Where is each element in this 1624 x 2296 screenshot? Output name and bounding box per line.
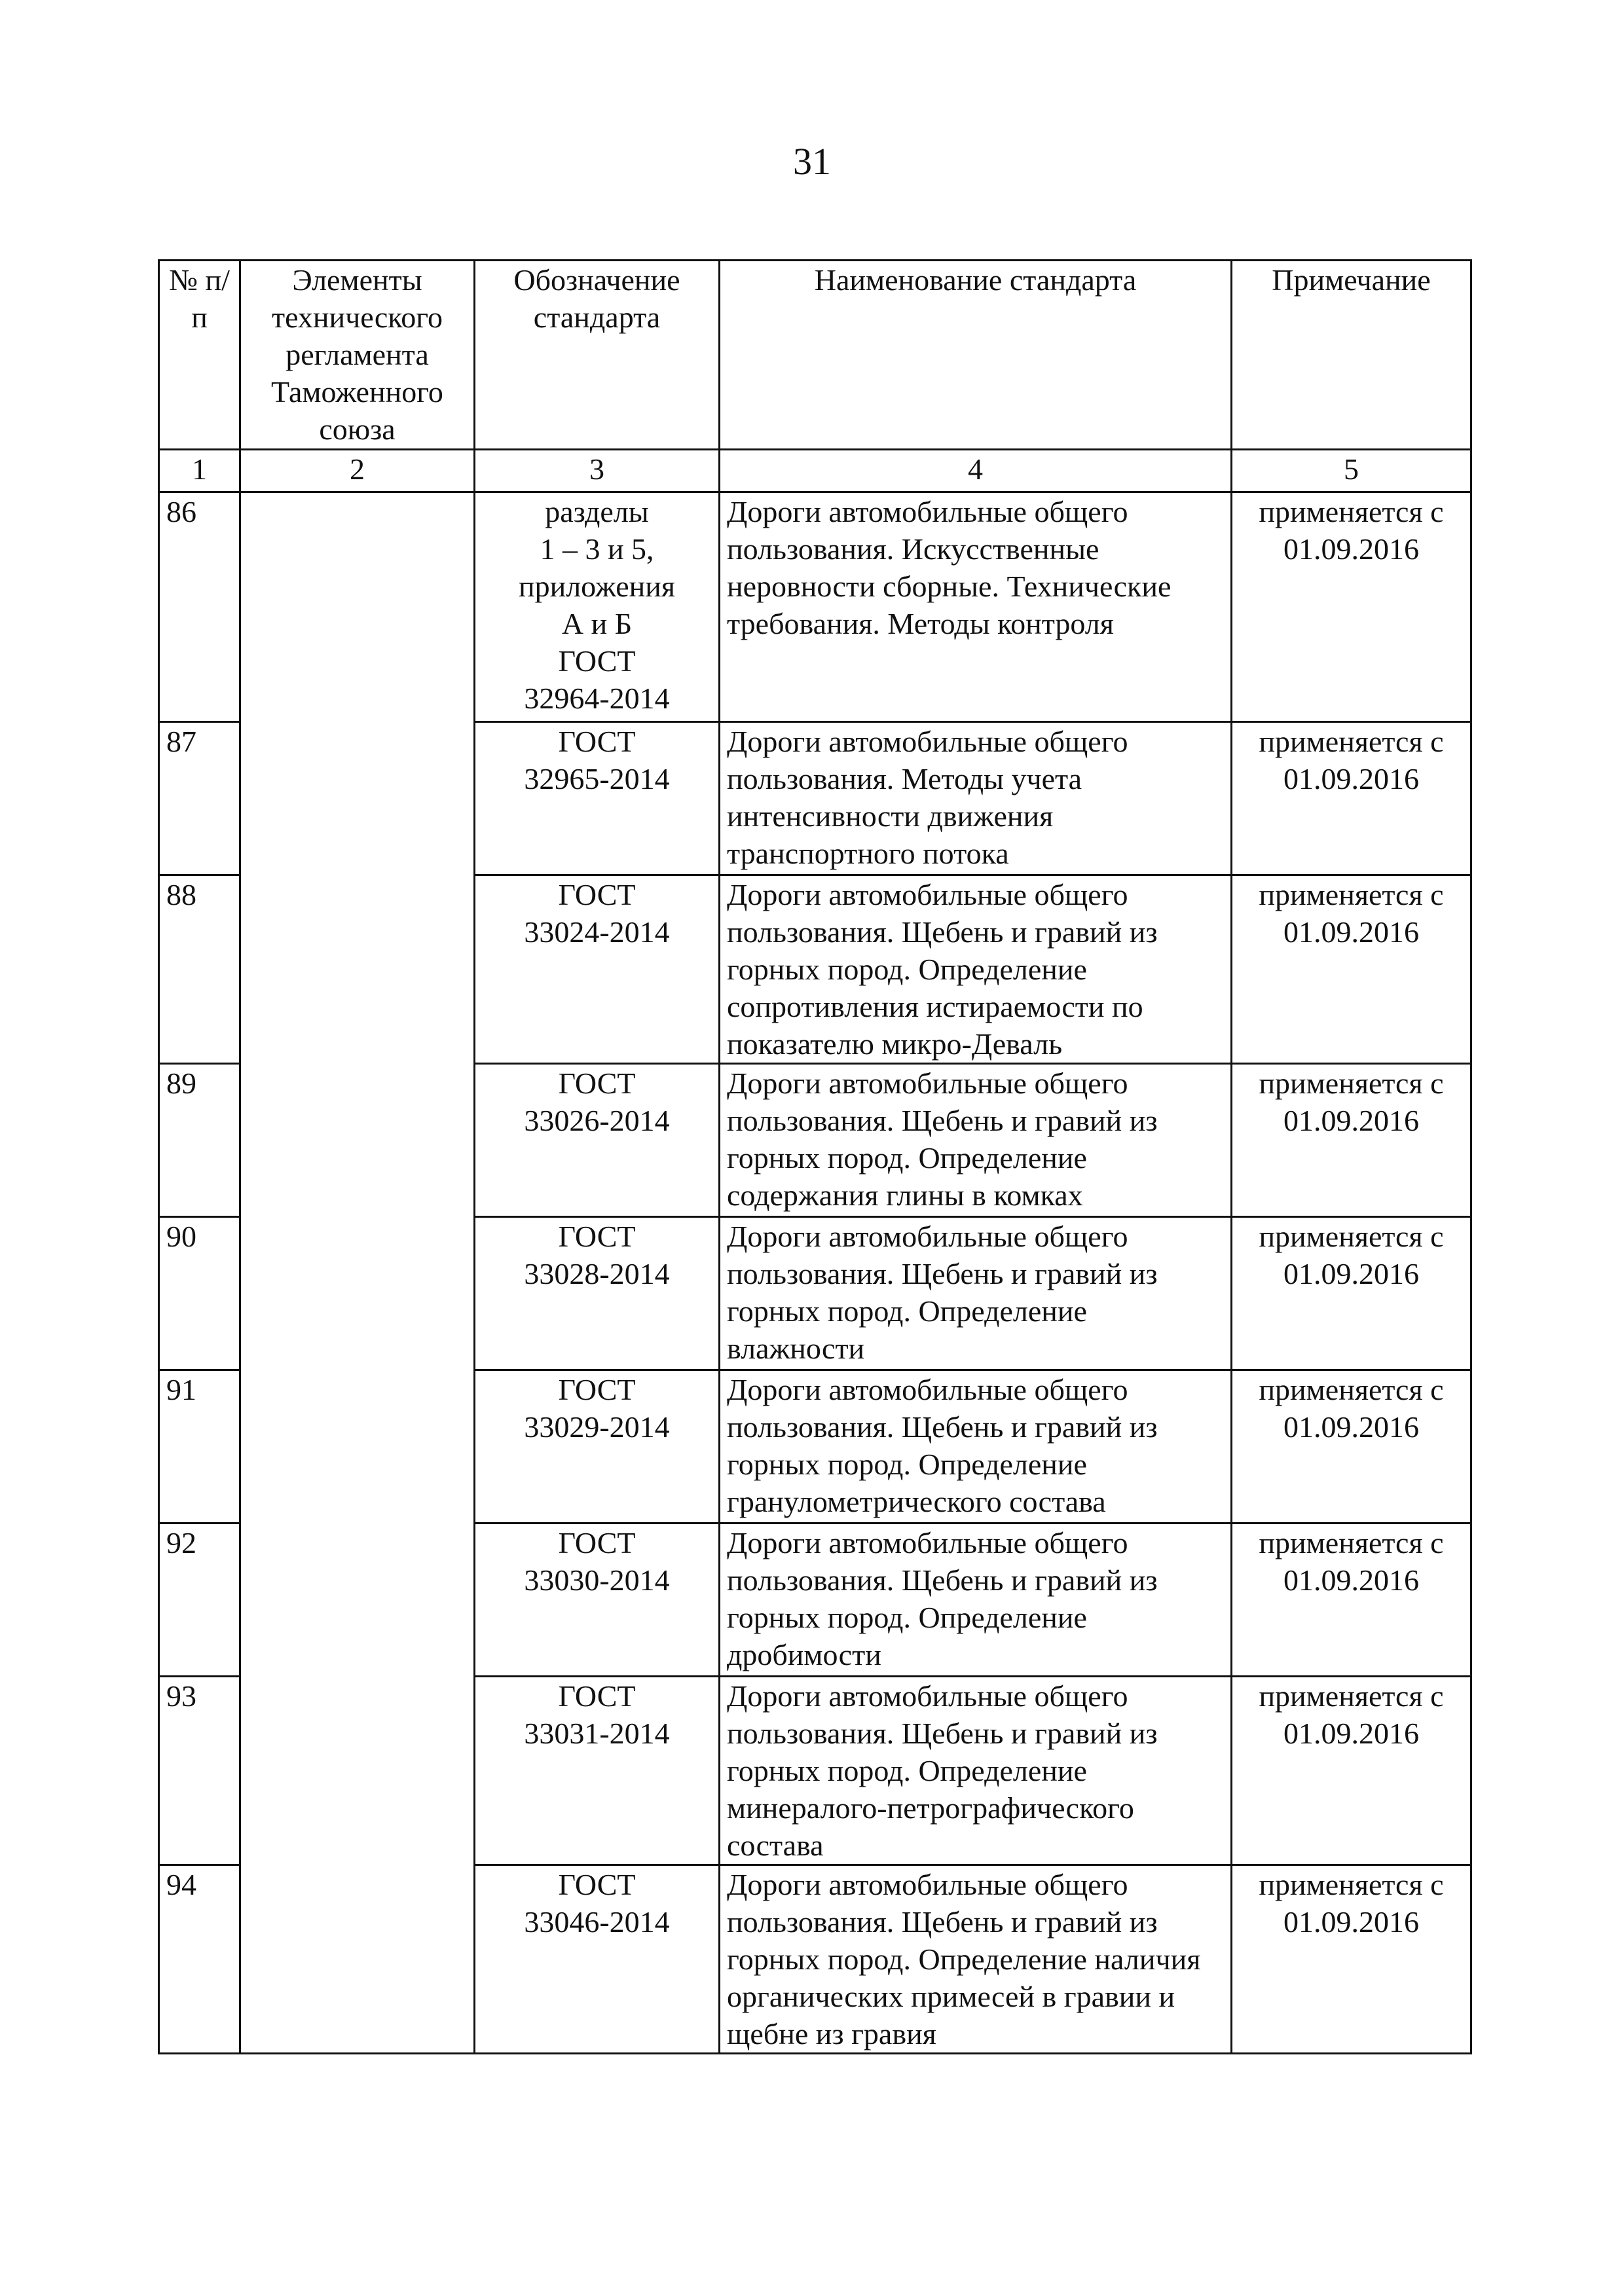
note: применяется с 01.09.2016 [1232, 1523, 1471, 1677]
standard-name: Дороги автомобильные общего пользования. Методы учета интенсивности движения транспортного потока [720, 722, 1232, 875]
column-number-row [159, 450, 1471, 492]
standard-name: Дороги автомобильные общего пользования. Щебень и гравий из горных пород. Определение содержания глины в комках [720, 1064, 1232, 1217]
column-number: 5 [1232, 450, 1471, 492]
header-num: № п/п [159, 261, 240, 450]
standard-designation [475, 722, 720, 875]
designation-line: 33028-2014 [524, 1257, 670, 1290]
standard-designation [475, 875, 720, 1064]
note: применяется с 01.09.2016 [1232, 1217, 1471, 1370]
designation-line: 33026-2014 [524, 1104, 670, 1137]
designation-line: ГОСТ [558, 1526, 636, 1559]
note: применяется с 01.09.2016 [1232, 722, 1471, 875]
note: применяется с 01.09.2016 [1232, 875, 1471, 1064]
designation-line: разделы [545, 495, 649, 528]
standard-designation [475, 1370, 720, 1523]
column-number: 2 [240, 450, 475, 492]
note: применяется с 01.09.2016 [1232, 1865, 1471, 2054]
designation-line: 33046-2014 [524, 1905, 670, 1939]
note: применяется с 01.09.2016 [1232, 1370, 1471, 1523]
designation-line: приложения [518, 570, 676, 603]
designation-line: 1 – 3 и 5, [540, 532, 654, 566]
designation-line: ГОСТ [558, 1220, 636, 1253]
standard-name: Дороги автомобильные общего пользования. Искусственные неровности сборные. Технические требования. Методы контроля [720, 492, 1232, 722]
standard-name: Дороги автомобильные общего пользования. Щебень и гравий из горных пород. Определение сопротивления истираемости по показателю микро-Деваль [720, 875, 1232, 1064]
designation-line: 33024-2014 [524, 915, 670, 949]
column-number: 1 [159, 450, 240, 492]
row-number: 87 [159, 722, 240, 875]
standard-designation [475, 1523, 720, 1677]
note: применяется с 01.09.2016 [1232, 492, 1471, 722]
standard-name: Дороги автомобильные общего пользования. Щебень и гравий из горных пород. Определение минералого-петрографического состава [720, 1677, 1232, 1865]
row-number: 92 [159, 1523, 240, 1677]
row-number: 93 [159, 1677, 240, 1865]
designation-line: ГОСТ [558, 1373, 636, 1406]
designation-line: 33029-2014 [524, 1410, 670, 1444]
standards-table [158, 259, 1472, 2054]
note: применяется с 01.09.2016 [1232, 1064, 1471, 1217]
row-number: 91 [159, 1370, 240, 1523]
row-number: 86 [159, 492, 240, 722]
standard-name: Дороги автомобильные общего пользования. Щебень и гравий из горных пород. Определение влажности [720, 1217, 1232, 1370]
designation-line: ГОСТ [558, 1679, 636, 1713]
standard-designation [475, 1217, 720, 1370]
header-note: Примечание [1232, 261, 1471, 450]
designation-line: 32965-2014 [524, 762, 670, 795]
column-number: 3 [475, 450, 720, 492]
designation-line: 32964-2014 [524, 682, 670, 715]
designation-line: 33031-2014 [524, 1717, 670, 1750]
designation-line: ГОСТ [558, 1066, 636, 1100]
row-number: 90 [159, 1217, 240, 1370]
designation-line: ГОСТ [558, 878, 636, 911]
column-number: 4 [720, 450, 1232, 492]
table-row [159, 492, 1471, 722]
standard-designation [475, 1064, 720, 1217]
standard-name: Дороги автомобильные общего пользования. Щебень и гравий из горных пород. Определение дробимости [720, 1523, 1232, 1677]
standard-designation [475, 492, 720, 722]
designation-line: ГОСТ [558, 725, 636, 758]
page-number: 31 [793, 140, 831, 183]
designation-line: ГОСТ [558, 1868, 636, 1901]
designation-line: ГОСТ [558, 644, 636, 678]
designation-line: 33030-2014 [524, 1563, 670, 1597]
designation-line: А и Б [561, 607, 633, 640]
note: применяется с 01.09.2016 [1232, 1677, 1471, 1865]
standard-name: Дороги автомобильные общего пользования. Щебень и гравий из горных пород. Определение наличия органических примесей в гравии и щебне из гравия [720, 1865, 1232, 2054]
row-number: 94 [159, 1865, 240, 2054]
row-number: 89 [159, 1064, 240, 1217]
header-designation: Обозначение стандарта [475, 261, 720, 450]
table-header-row [159, 261, 1471, 450]
standard-designation [475, 1865, 720, 2054]
header-name: Наименование стандарта [720, 261, 1232, 450]
standard-designation [475, 1677, 720, 1865]
regulation-elements-cell [240, 492, 475, 2054]
standard-name: Дороги автомобильные общего пользования. Щебень и гравий из горных пород. Определение гранулометрического состава [720, 1370, 1232, 1523]
header-elements: Элементы технического регламента Таможенного союза [240, 261, 475, 450]
row-number: 88 [159, 875, 240, 1064]
